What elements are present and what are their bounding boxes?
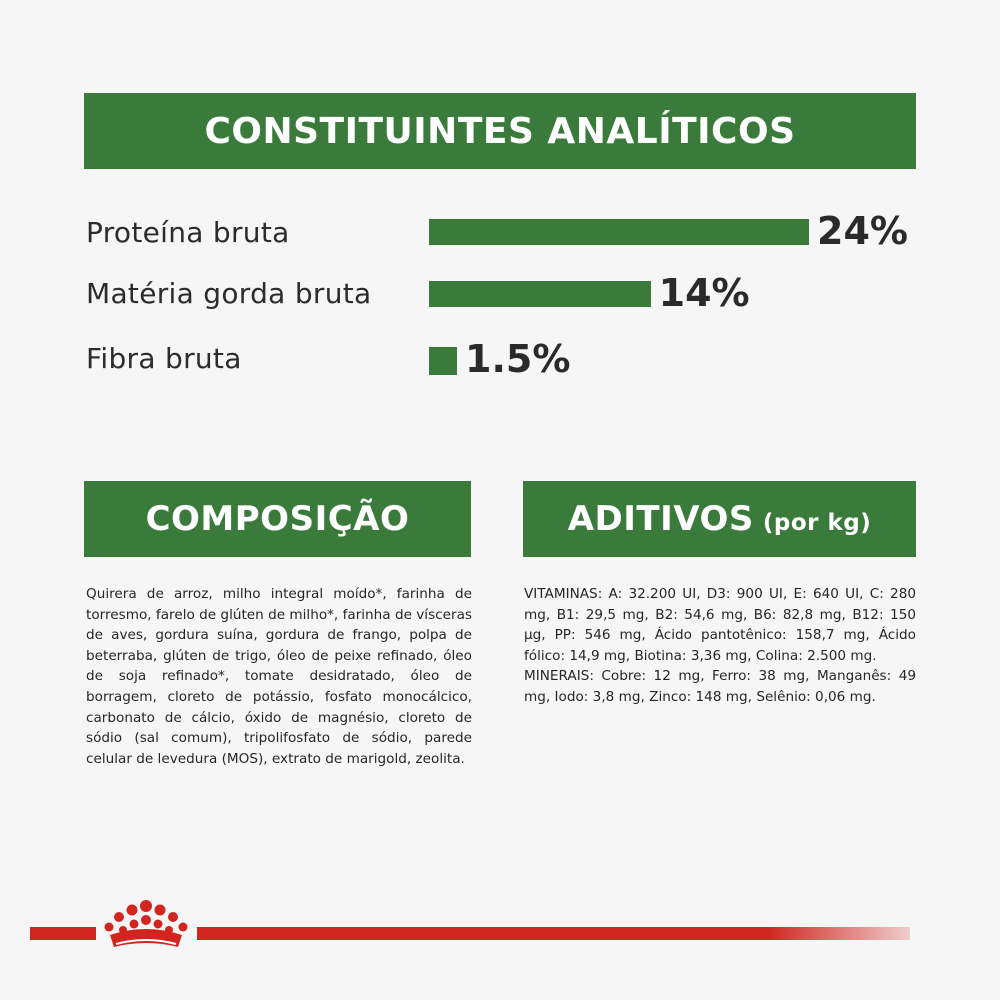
footer-red-line-right [197, 927, 910, 940]
nutrient-bars [0, 0, 1000, 420]
fat-value: 14% [658, 271, 750, 315]
fiber-bar [429, 347, 457, 375]
analytical-constituents-title: CONSTITUINTES ANALÍTICOS [204, 110, 796, 152]
footer-red-line-left [30, 927, 96, 940]
minerals-text: MINERAIS: Cobre: 12 mg, Ferro: 38 mg, Manganês: 49 mg, Iodo: 3,8 mg, Zinco: 148 mg, Selênio: 0,06 mg. [524, 668, 916, 705]
protein-value: 24% [817, 209, 908, 253]
composition-header [84, 481, 471, 557]
additives-title: ADITIVOS [567, 499, 754, 539]
royal-crown-icon [96, 897, 196, 955]
additives-text [524, 584, 916, 708]
additives-unit: (por kg) [762, 510, 872, 536]
fiber-value: 1.5% [465, 337, 571, 381]
protein-label: Proteína bruta [86, 216, 290, 249]
fat-bar [429, 281, 651, 307]
vitamins-text: VITAMINAS: A: 32.200 UI, D3: 900 UI, E: 640 UI, C: 280 mg, B1: 29,5 mg, B2: 54,6 mg, B6: 82,8 mg, B12: 150 µg, PP: 546 mg, Ácido pantotênico: 158,7 mg, Ácido fólico: 14,9 mg, Biotina: 3,36 mg, Colina: 2.500 mg. [524, 586, 916, 664]
protein-bar [429, 219, 809, 245]
additives-header [523, 481, 916, 557]
composition-title: COMPOSIÇÃO [145, 499, 410, 539]
fiber-label: Fibra bruta [86, 342, 242, 375]
composition-text: Quirera de arroz, milho integral moído*, farinha de torresmo, farelo de glúten de milho*, farinha de vísceras de aves, gordura suína, gordura de frango, polpa de beterraba, glúten de trigo, óleo de peixe refinado, óleo de soja refinado*, tomate desidratado, óleo de borragem, cloreto de potássio, fosfato monocálcico, carbonato de cálcio, óxido de magnésio, cloreto de sódio (sal comum), tripolifosfato de sódio, parede celular de levedura (MOS), extrato de marigold, zeolita. [86, 586, 472, 767]
fat-label: Matéria gorda bruta [86, 277, 372, 310]
